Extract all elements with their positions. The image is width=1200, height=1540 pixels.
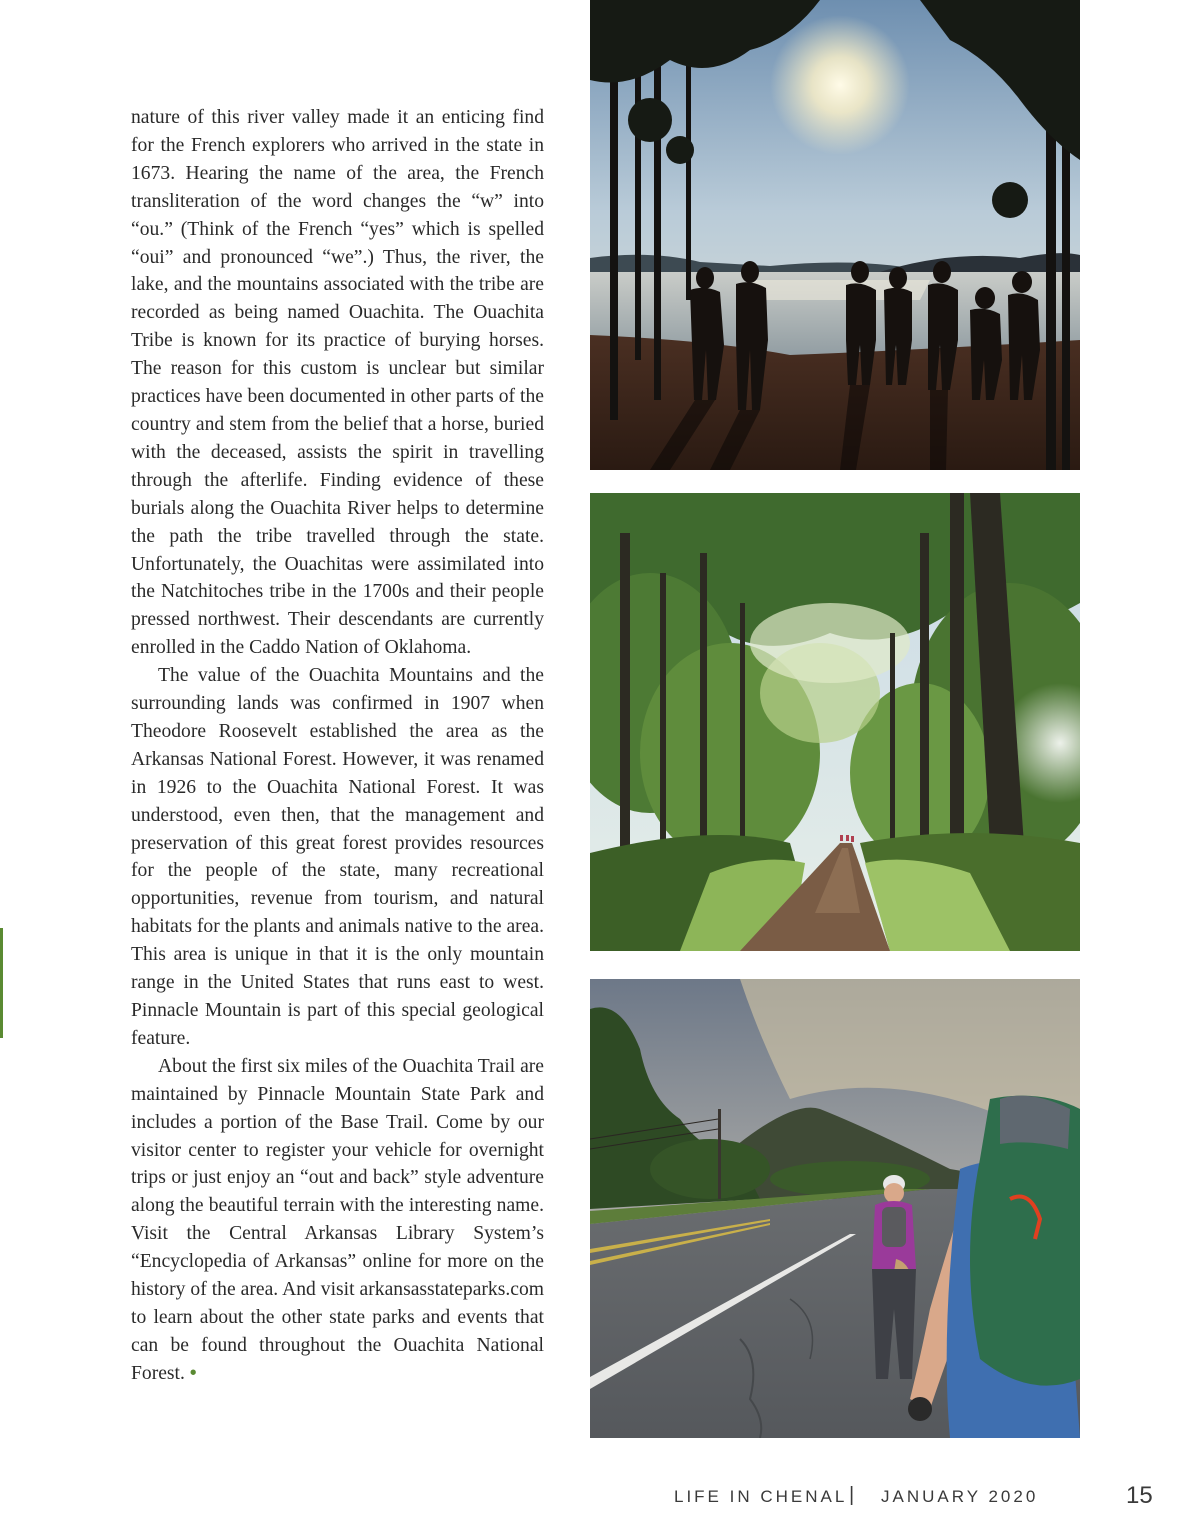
page-footer	[640, 1484, 1160, 1514]
footer-separator: |	[849, 1484, 855, 1506]
article-paragraph-1: nature of this river valley made it an enticing find for the French explorers who arrived in the state in 1673. Hearing the name of the area, the French transliteration of the word changes the “w” into “ou.” (Think of the French “yes” which is spelled “oui” and pronounced “we”.) Thus, the river, the lake, and the mountains associated with the tribe are recorded as being named Ouachita. The Ouachita Tribe is known for its practice of burying horses. The reason for this custom is unclear but similar practices have been documented in other parts of the country and stem from the belief that a horse, buried with the deceased, assists the spirit in travelling through the afterlife. Finding evidence of these burials along the Ouachita River helps to determine the path the tribe travelled through the state. Unfortunately, the Ouachitas were assimilated into the Natchitoches tribe in the 1700s and their people pressed northwest. Their descendants are currently enrolled in the Caddo Nation of Oklahoma.	[131, 107, 544, 659]
margin-accent-bar	[0, 928, 3, 1038]
article-paragraph-3-text: About the first six miles of the Ouachita Trail are maintained by Pinnacle Mountain State Park and includes a portion of the Base Trail. Come by our visitor center to register your vehicle for overnight trips or just enjoy an “out and back” style adventure along the beautiful terrain with the interesting name. Visit the Central Arkansas Library System’s “Encyclopedia of Arkansas” online for more on the history of the area. And visit arkansasstateparks.com to learn about the other state parks and events that can be found throughout the Ouachita National Forest.	[131, 1055, 544, 1384]
end-of-article-mark: •	[189, 1362, 197, 1384]
article-text-column	[131, 104, 544, 1388]
photo-hikers-lakeside-sunset	[590, 0, 1080, 470]
magazine-name: LIFE IN CHENAL	[674, 1487, 848, 1506]
issue-date: JANUARY 2020	[881, 1487, 1039, 1506]
photo-hikers-on-road	[590, 979, 1080, 1438]
photo-forest-trail	[590, 493, 1080, 951]
article-paragraph-3	[131, 1053, 544, 1388]
page-number: 15	[1126, 1482, 1153, 1509]
article-paragraph-2: The value of the Ouachita Mountains and the surrounding lands was confirmed in 1907 when Theodore Roosevelt established the area as the Arkansas National Forest. However, it was renamed in 1926 to the Ouachita National Forest. It was understood, even then, that the management and preservation of this great forest provides resources for the people of the state, many recreational opportunities, revenue from tourism, and natural habitats for the plants and animals native to the area. This area is unique in that it is the only mountain range in the United States that runs east to west. Pinnacle Mountain is part of this special geological feature.	[131, 665, 544, 1049]
